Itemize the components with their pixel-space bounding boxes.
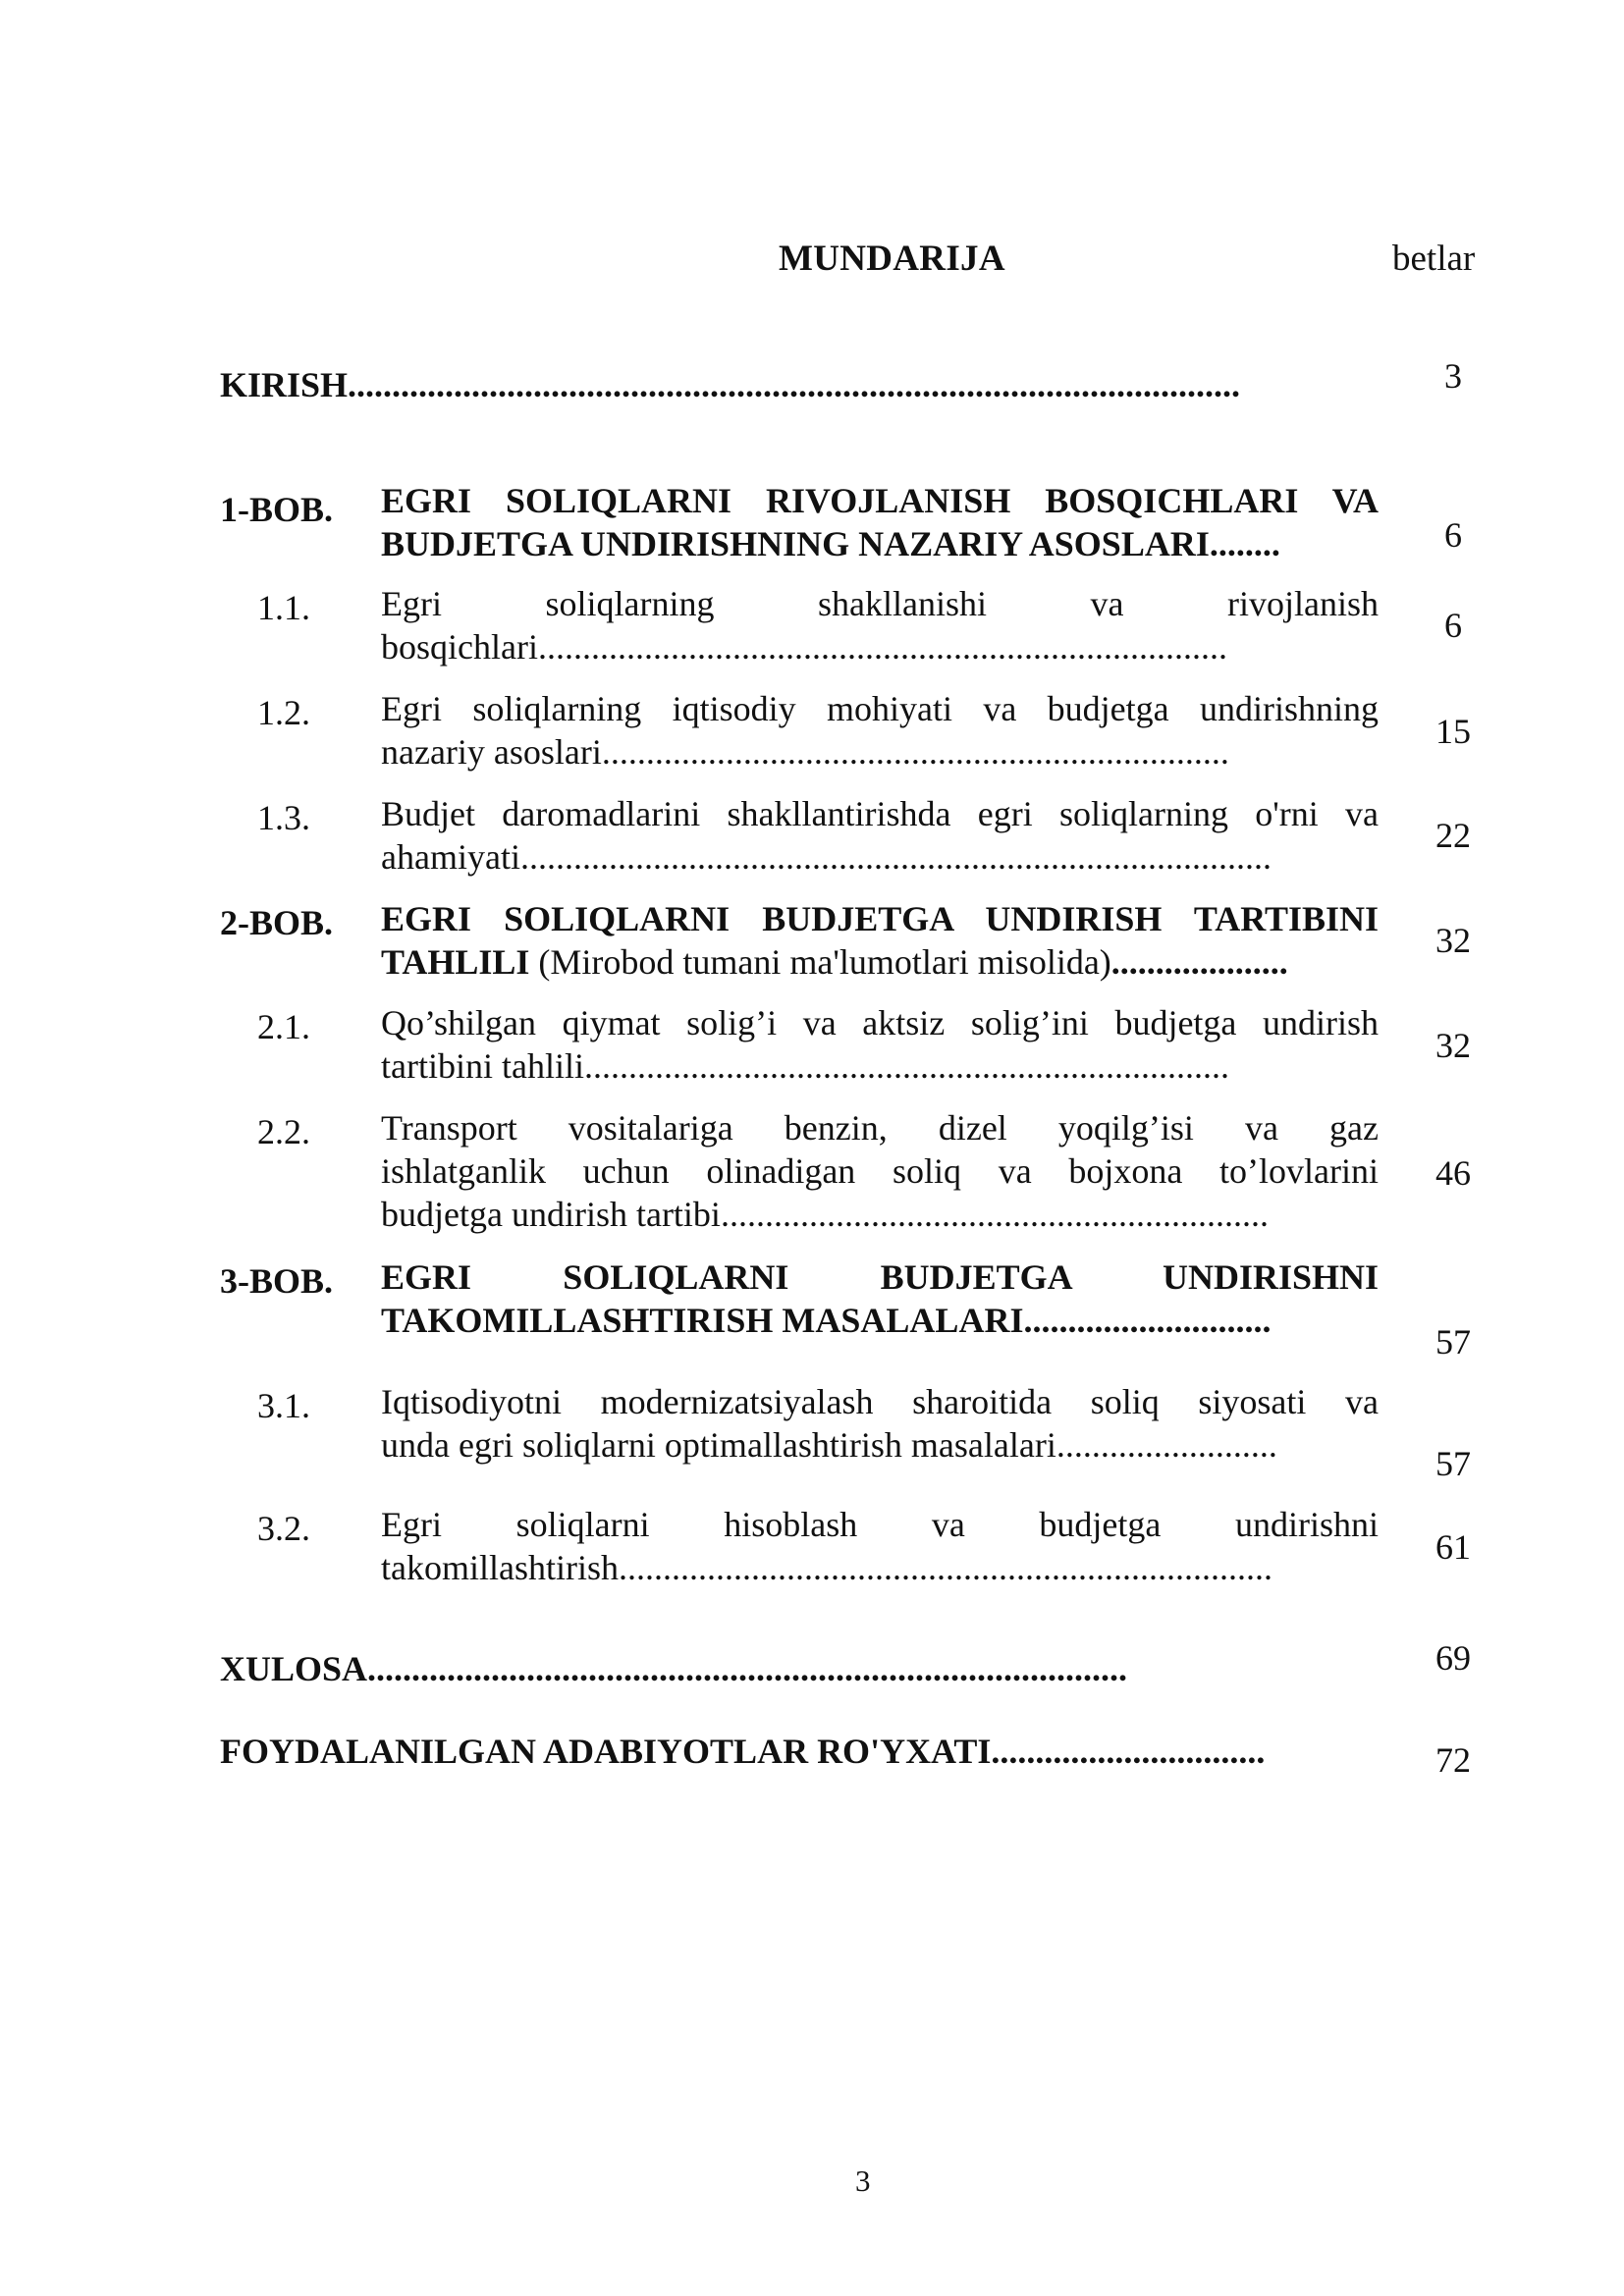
- toc-section-title: [381, 792, 1379, 879]
- toc-line: Egri soliqlarning iqtisodiy mohiyati va budjetga undirishning: [381, 689, 1379, 728]
- toc-chapter-title: [381, 897, 1379, 984]
- toc-entry-kirish: KIRISH.....................................................................................................: [220, 365, 1241, 404]
- toc-page-references: 72: [1435, 1740, 1471, 1780]
- toc-page: 6: [1444, 606, 1462, 645]
- toc-line: Iqtisodiyotni modernizatsiyalash sharoitida soliq siyosati va: [381, 1382, 1379, 1421]
- toc-line: Egri soliqlarni hisoblash va budjetga undirishni: [381, 1505, 1379, 1544]
- toc-section-number: 3.1.: [257, 1386, 310, 1425]
- toc-section-title: [381, 1503, 1379, 1589]
- toc-chapter-number: 1-BOB.: [220, 490, 334, 529]
- toc-chapter-title: [381, 1255, 1379, 1342]
- toc-line: Budjet daromadlarini shakllantirishda egri soliqlarning o'rni va: [381, 794, 1379, 833]
- toc-section-title: [381, 687, 1379, 774]
- toc-page: 15: [1435, 712, 1471, 751]
- toc-section-number: 1.1.: [257, 588, 310, 627]
- toc-section-number: 3.2.: [257, 1509, 310, 1548]
- toc-entry-references: FOYDALANILGAN ADABIYOTLAR RO'YXATI...............................: [220, 1732, 1266, 1771]
- toc-page: 32: [1435, 1026, 1471, 1065]
- toc-entry-xulosa: XULOSA......................................................................................: [220, 1649, 1128, 1688]
- toc-page: 6: [1444, 515, 1462, 555]
- toc-chapter-number: 2-BOB.: [220, 903, 334, 942]
- toc-page: 57: [1435, 1444, 1471, 1483]
- toc-line: Qo’shilgan qiymat solig’i va aktsiz solig’ini budjetga undirish: [381, 1003, 1379, 1042]
- toc-page: 61: [1435, 1527, 1471, 1567]
- toc-line: Egri soliqlarning shakllanishi va rivojlanish: [381, 584, 1379, 623]
- toc-chapter-title: [381, 479, 1379, 565]
- toc-section-title: [381, 1380, 1379, 1467]
- toc-line-regular: (Mirobod tumani ma'lumotlari misolida): [529, 942, 1111, 982]
- toc-line: Transport vositalariga benzin, dizel yoqilg’isi va gaz: [381, 1108, 1379, 1148]
- toc-line: bosqichlari..............................................................................: [381, 627, 1227, 667]
- toc-chapter-number: 3-BOB.: [220, 1261, 334, 1301]
- toc-line: budjetga undirish tartibi..............................................................: [381, 1195, 1269, 1234]
- toc-section-title: [381, 582, 1379, 668]
- toc-line: nazariy asoslari.......................................................................: [381, 732, 1229, 772]
- toc-page-kirish: 3: [1444, 356, 1462, 396]
- toc-line: ishlatganlik uchun olinadigan soliq va bojxona to’lovlarini: [381, 1151, 1379, 1191]
- toc-line-bold: TAHLILI: [381, 942, 530, 982]
- toc-line: unda egri soliqlarni optimallashtirish masalalari.........................: [381, 1425, 1277, 1465]
- toc-page: 46: [1435, 1153, 1471, 1193]
- toc-line: [381, 940, 1379, 984]
- toc-page: 22: [1435, 816, 1471, 855]
- toc-section-title: [381, 1001, 1379, 1088]
- toc-page: 32: [1435, 921, 1471, 960]
- toc-line: takomillashtirish..........................................................................: [381, 1548, 1272, 1587]
- toc-line: EGRI SOLIQLARNI RIVOJLANISH BOSQICHLARI VA: [381, 481, 1379, 520]
- toc-line: EGRI SOLIQLARNI BUDJETGA UNDIRISHNI: [381, 1257, 1379, 1297]
- toc-line-dots: ....................: [1110, 942, 1288, 982]
- toc-section-number: 2.1.: [257, 1007, 310, 1046]
- toc-page-xulosa: 69: [1435, 1638, 1471, 1678]
- toc-line: TAKOMILLASHTIRISH MASALALARI............................: [381, 1301, 1272, 1340]
- toc-section-number: 1.3.: [257, 798, 310, 837]
- toc-line: EGRI SOLIQLARNI BUDJETGA UNDIRISH TARTIBINI: [381, 899, 1379, 938]
- toc-page: 57: [1435, 1322, 1471, 1362]
- toc-section-number: 2.2.: [257, 1112, 310, 1151]
- toc-section-title: [381, 1106, 1379, 1236]
- page-number: 3: [855, 2163, 871, 2198]
- toc-line: tartibini tahlili.........................................................................: [381, 1046, 1229, 1086]
- pages-column-label: betlar: [1392, 239, 1476, 279]
- toc-section-number: 1.2.: [257, 693, 310, 732]
- toc-line: BUDJETGA UNDIRISHNING NAZARIY ASOSLARI........: [381, 524, 1280, 563]
- toc-title: MUNDARIJA: [779, 239, 1005, 279]
- toc-line: ahamiyati.....................................................................................: [381, 837, 1272, 877]
